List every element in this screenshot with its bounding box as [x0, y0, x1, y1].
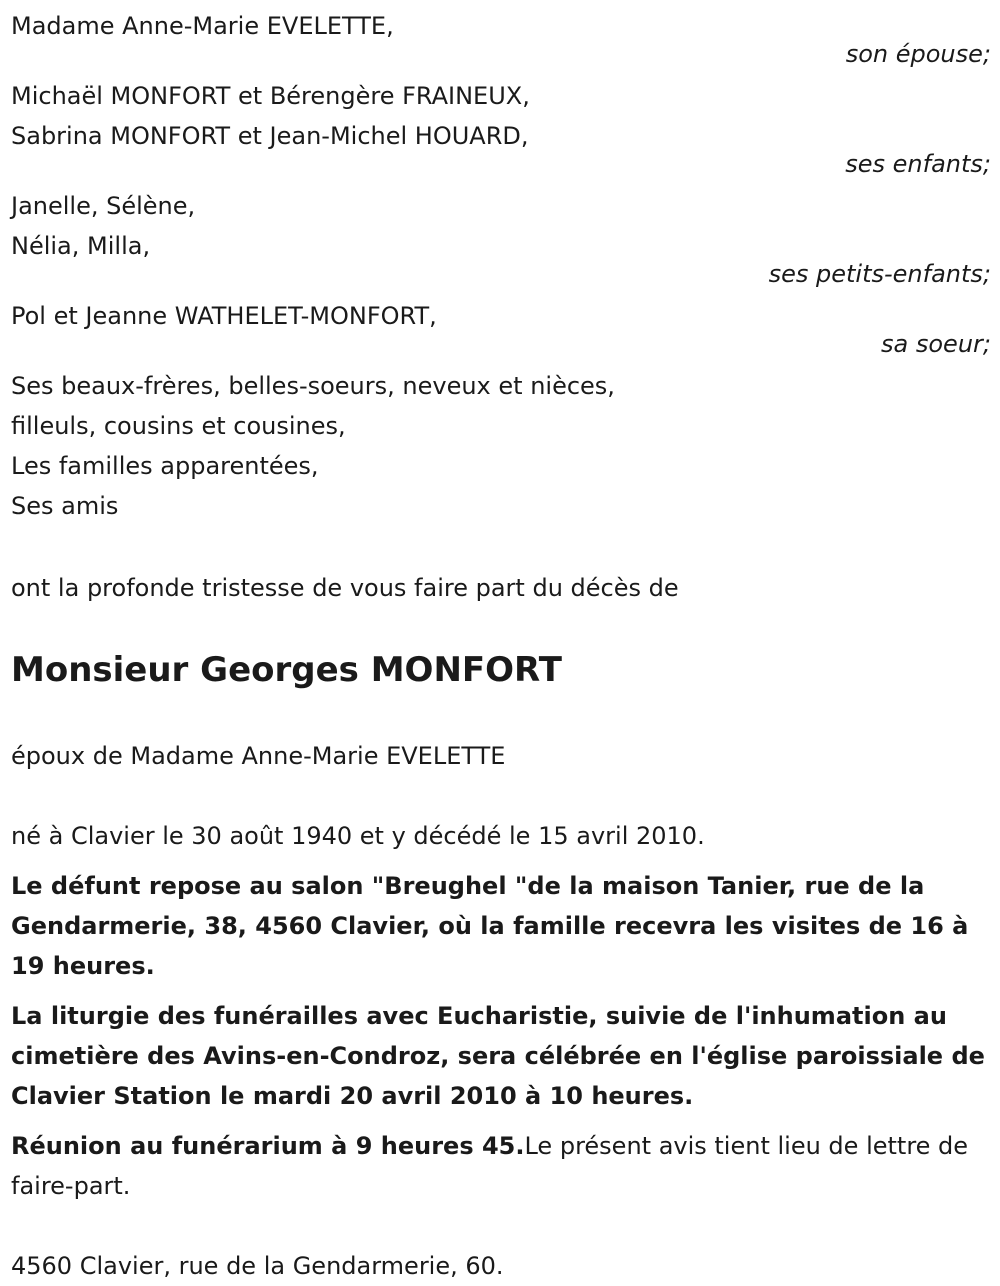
family-line: Nélia, Milla,: [11, 232, 151, 260]
announcement-text: ont la profonde tristesse de vous faire part du décès de: [11, 574, 679, 602]
visitation-text: Le défunt repose au salon "Breughel "de la maison Tanier, rue de la Gendarmerie, 38, 4560 Clavier, où la famille recevra les visites de 16 à 19 heures.: [11, 872, 969, 980]
family-group-sister: [11, 296, 991, 356]
family-line: Michaël MONFORT et Bérengère FRAINEUX,: [11, 82, 530, 110]
birth-death-text: né à Clavier le 30 août 1940 et y décédé le 15 avril 2010.: [11, 822, 705, 850]
family-group-extended: [11, 366, 991, 526]
family-line: Madame Anne-Marie EVELETTE,: [11, 12, 394, 40]
family-line: Ses amis: [11, 492, 119, 520]
family-line: Ses beaux-frères, belles-soeurs, neveux et nièces,: [11, 372, 615, 400]
relation-label: ses petits-enfants;: [768, 260, 991, 288]
relation-label: sa soeur;: [881, 330, 991, 358]
obituary-notice: [11, 6, 991, 1286]
family-group-spouse: [11, 6, 991, 66]
meeting-rest-text: Le présent avis tient lieu de lettre de faire-part.: [11, 1132, 969, 1200]
family-line: Sabrina MONFORT et Jean-Michel HOUARD,: [11, 122, 529, 150]
family-line: Les familles apparentées,: [11, 452, 319, 480]
liturgy-text: La liturgie des funérailles avec Eucharistie, suivie de l'inhumation au cimetière des Avins-en-Condroz, sera célébrée en l'église paroissiale de Clavier Station le mardi 20 avril 2010 à 10 heures.: [11, 1002, 985, 1110]
address-text: 4560 Clavier, rue de la Gendarmerie, 60.: [11, 1252, 504, 1280]
family-group-children: [11, 76, 991, 176]
family-line: Pol et Jeanne WATHELET-MONFORT,: [11, 302, 437, 330]
meeting-bold-text: Réunion au funérarium à 9 heures 45.: [11, 1132, 525, 1160]
family-line: Janelle, Sélène,: [11, 192, 196, 220]
spouse-line: époux de Madame Anne-Marie EVELETTE: [11, 742, 506, 770]
relation-label: son épouse;: [845, 40, 991, 68]
deceased-name: Monsieur Georges MONFORT: [11, 650, 562, 690]
family-line: filleuls, cousins et cousines,: [11, 412, 346, 440]
meeting-paragraph: [11, 1126, 991, 1206]
relation-label: ses enfants;: [845, 150, 991, 178]
family-group-grandchildren: [11, 186, 991, 286]
